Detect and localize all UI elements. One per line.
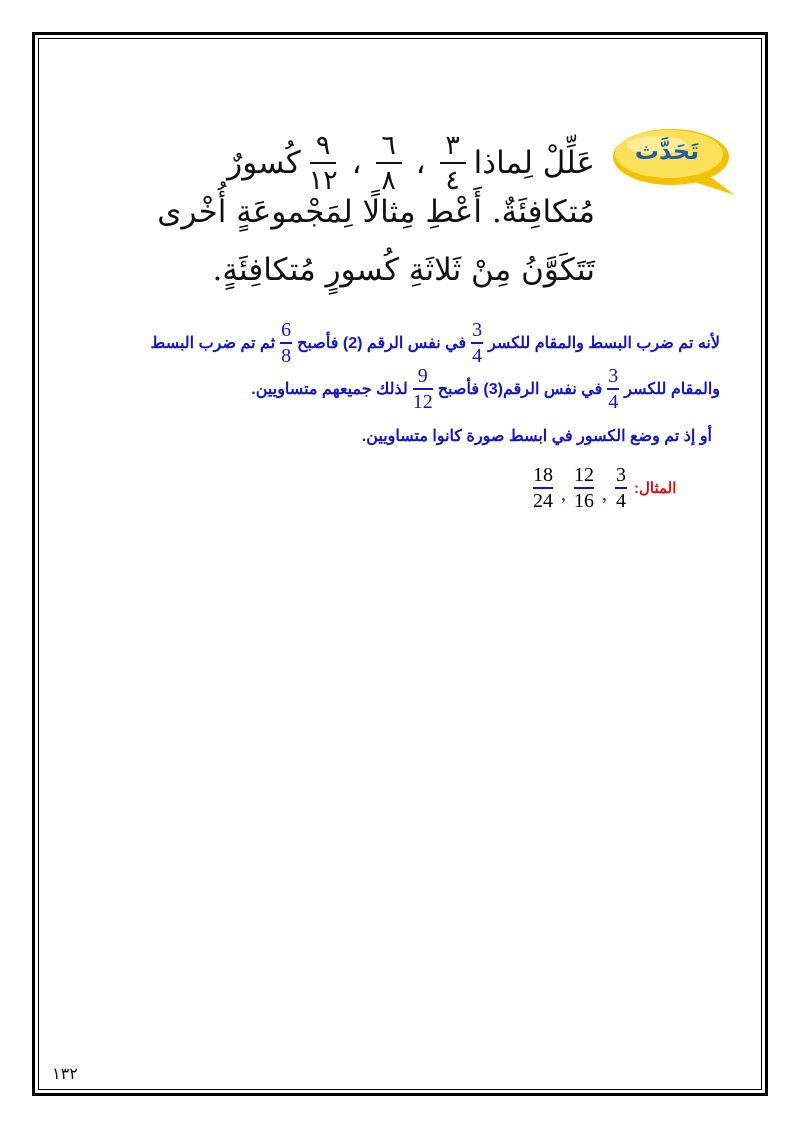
answer-text: والمقام للكسر [624, 380, 720, 398]
answer-line-2 [251, 366, 720, 412]
speech-bubble-badge [607, 123, 739, 201]
question-line-1 [227, 132, 595, 194]
fraction-numerator: 3 [608, 365, 619, 387]
separator: ، [415, 145, 426, 181]
fraction-denominator: 24 [533, 489, 553, 512]
fraction-denominator: ٨ [381, 165, 396, 196]
example-fraction [533, 465, 553, 511]
fraction-numerator: ٩ [315, 130, 331, 161]
fraction-numerator: 9 [417, 365, 428, 387]
question-fraction-2 [376, 132, 402, 194]
fraction-denominator: 4 [608, 390, 619, 413]
answer-text: في نفس الرقم (2) فأصبح [297, 334, 467, 352]
question-fraction-1 [440, 132, 466, 194]
answer-text: ثم تم ضرب البسط [150, 334, 276, 352]
answer-fraction [607, 366, 619, 412]
badge-label: تَحَدَّث [634, 137, 700, 165]
separator: ، [351, 145, 362, 181]
fraction-denominator: 4 [472, 344, 483, 367]
fraction-numerator: 6 [281, 319, 292, 341]
question-line-3: تَتَكَوَّنُ مِنْ ثَلاثَةِ كُسورٍ مُتكافِئَةٍ. [212, 252, 595, 288]
answer-text: لذلك جميعهم متساويين. [251, 380, 408, 398]
fraction-numerator: ٦ [381, 130, 396, 161]
question-line-2: مُتكافِئَةٌ. أَعْطِ مِثالًا لِمَجْموعَةٍ أُخْرى [157, 194, 595, 230]
example-comma: , [561, 483, 566, 506]
fraction-denominator: ١٢ [308, 165, 338, 196]
page-number: ١٣٢ [52, 1064, 78, 1083]
question-line1-end: كُسورٌ [227, 145, 301, 181]
example-row [528, 465, 676, 511]
fraction-numerator: 3 [472, 319, 483, 341]
question-verb: عَلِّلْ لِماذا [473, 145, 595, 181]
fraction-numerator: 3 [616, 464, 626, 486]
answer-text: في نفس الرقم(3) فأصبح [437, 380, 603, 398]
example-label: المثال: [634, 479, 677, 497]
answer-line-3: أو إذ تم وضع الكسور في ابسط صورة كانوا متساويين. [361, 428, 712, 445]
example-fraction [615, 465, 627, 511]
example-fraction [574, 465, 594, 511]
fraction-denominator: 4 [616, 489, 626, 512]
fraction-denominator: 16 [574, 489, 594, 512]
answer-fraction [471, 320, 483, 366]
answer-fraction [280, 320, 292, 366]
answer-fraction [413, 366, 433, 412]
fraction-denominator: 12 [412, 390, 433, 413]
fraction-numerator: ٣ [445, 130, 460, 161]
fraction-numerator: 12 [574, 464, 594, 486]
fraction-numerator: 18 [533, 464, 553, 486]
example-comma: , [602, 483, 607, 506]
answer-line-1 [151, 320, 720, 366]
answer-text: لأنه تم ضرب البسط والمقام للكسر [488, 334, 720, 352]
fraction-denominator: ٤ [445, 165, 460, 196]
question-fraction-3 [309, 132, 338, 194]
fraction-denominator: 8 [281, 344, 292, 367]
